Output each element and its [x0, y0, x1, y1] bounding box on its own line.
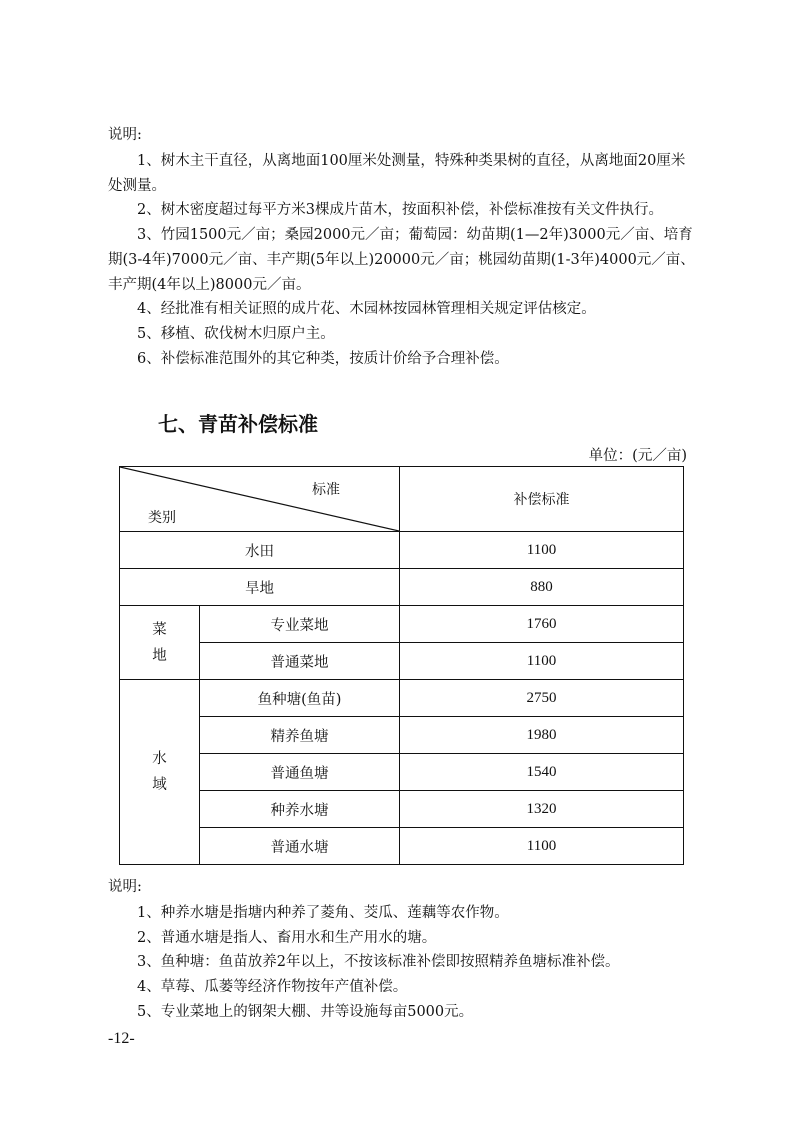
table-row	[120, 754, 684, 791]
row-value: 1980	[400, 717, 684, 754]
note-item: 2、普通水塘是指人、畜用水和生产用水的塘。	[137, 929, 437, 946]
table-row	[120, 532, 684, 569]
row-label: 鱼种塘(鱼苗)	[200, 680, 400, 717]
row-label: 普通水塘	[200, 828, 400, 865]
row-label: 专业菜地	[200, 606, 400, 643]
row-value: 1760	[400, 606, 684, 643]
table-row	[120, 828, 684, 865]
row-value: 1540	[400, 754, 684, 791]
table-row	[120, 606, 684, 643]
notes-top	[108, 122, 698, 371]
note-item: 2、树木密度超过每平方米3棵成片苗木，按面积补偿，补偿标准按有关文件执行。	[137, 202, 663, 219]
note-item: 4、经批准有相关证照的成片花、木园林按园林管理相关规定评估核定。	[137, 301, 596, 318]
row-value: 1100	[400, 643, 684, 680]
table-row	[120, 680, 684, 717]
notes-heading: 说明:	[108, 879, 142, 895]
row-label: 普通菜地	[200, 643, 400, 680]
row-label: 普通鱼塘	[200, 754, 400, 791]
group-label-vegetable: 菜 地	[120, 606, 200, 680]
compensation-table	[119, 466, 684, 865]
header-compensation: 补偿标准	[400, 467, 684, 532]
header-diagonal-cell	[120, 467, 400, 532]
header-standard: 标准	[312, 482, 340, 498]
row-value: 1320	[400, 791, 684, 828]
note-item: 6、补偿标准范围外的其它种类，按质计价给予合理补偿。	[137, 350, 509, 367]
row-label: 旱地	[120, 569, 400, 606]
note-item: 1、种养水塘是指塘内种养了菱角、茭瓜、莲藕等农作物。	[137, 905, 509, 921]
notes-bottom	[108, 874, 698, 1025]
table-row	[120, 643, 684, 680]
table-row	[120, 717, 684, 754]
header-category: 类别	[148, 510, 176, 526]
table-row	[120, 569, 684, 606]
row-label: 水田	[120, 532, 400, 569]
group-label-water: 水 域	[120, 680, 200, 865]
page-number: -12-	[108, 1030, 135, 1047]
row-value: 1100	[400, 532, 684, 569]
notes-heading: 说明:	[108, 127, 142, 143]
note-item: 4、草莓、瓜蒌等经济作物按年产值补偿。	[137, 979, 408, 996]
row-value: 880	[400, 569, 684, 606]
note-item: 1、树木主干直径，从离地面100厘米处测量，特殊种类果树的直径，从离地面20厘米处测量。	[108, 153, 686, 194]
row-value: 1100	[400, 828, 684, 865]
unit-label: 单位：(元／亩)	[588, 448, 687, 464]
section-title: 七、青苗补偿标准	[158, 412, 318, 436]
table-row	[120, 791, 684, 828]
note-item: 3、竹园1500元／亩；桑园2000元／亩；葡萄园：幼苗期(1—2年)3000元／亩、培育期(3-4年)7000元／亩、丰产期(5年以上)20000元／亩；桃园幼苗期(1-3年)4000元／亩、丰产期(4年以上)8000元／亩。	[108, 227, 695, 293]
note-item: 5、专业菜地上的钢架大棚、井等设施每亩5000元。	[137, 1003, 474, 1020]
row-label: 种养水塘	[200, 791, 400, 828]
row-value: 2750	[400, 680, 684, 717]
row-label: 精养鱼塘	[200, 717, 400, 754]
note-item: 3、鱼种塘：鱼苗放养2年以上，不按该标准补偿即按照精养鱼塘标准补偿。	[137, 954, 620, 971]
note-item: 5、移植、砍伐树木归原户主。	[137, 325, 335, 342]
